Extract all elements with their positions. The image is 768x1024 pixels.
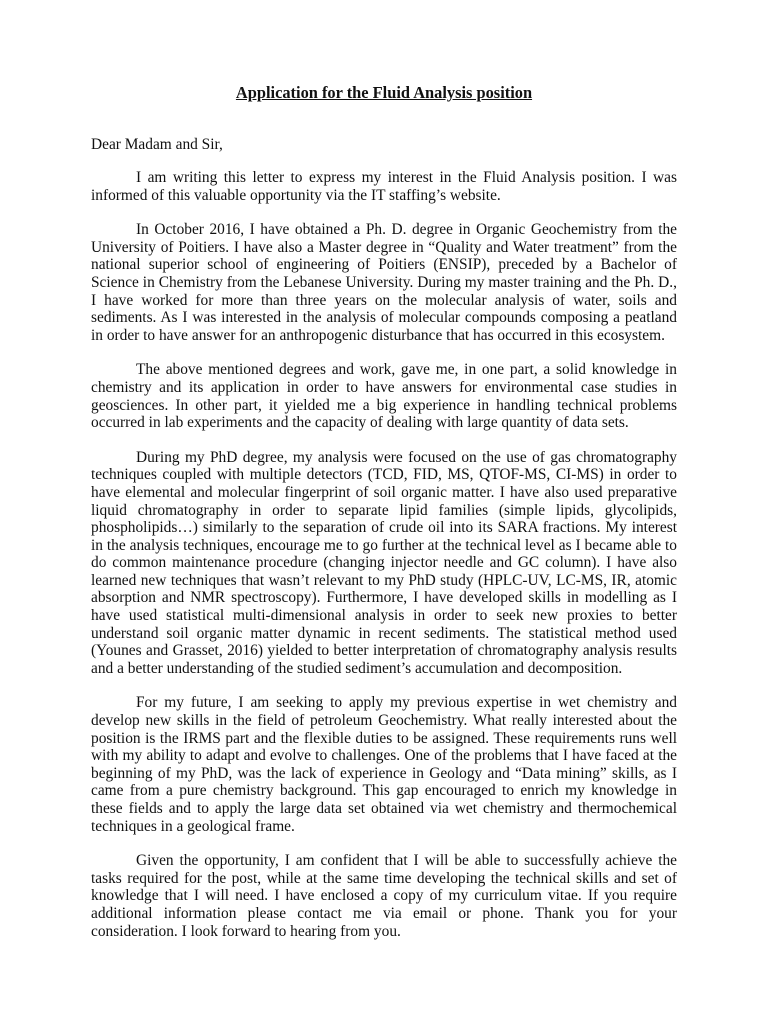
paragraph-intro: I am writing this letter to express my interest in the Fluid Analysis position. I was informed of this valuable opportunity via the IT staffing’s website. xyxy=(91,169,677,204)
salutation: Dear Madam and Sir, xyxy=(91,136,223,153)
paragraph-future: For my future, I am seeking to apply my previous expertise in wet chemistry and develop new skills in the field of petroleum Geochemistry. What really interested about the position is the IRMS part and the flexible duties to be assigned. These requirements runs well with my ability to adapt and evolve to challenges. One of the problems that I have faced at the beginning of my PhD, was the lack of experience in Geology and “Data mining” skills, as I came from a pure chemistry background. This gap encouraged to enrich my knowledge in these fields and to apply the large data set obtained via wet chemistry and thermochemical techniques in a geological frame. xyxy=(91,694,677,835)
paragraph-phd-techniques: During my PhD degree, my analysis were focused on the use of gas chromatography techniques coupled with multiple detectors (TCD, FID, MS, QTOF-MS, CI-MS) in order to have elemental and molecular fingerprint of soil organic matter. I have also used preparative liquid chromatography in order to separate lipid families (simple lipids, glycolipids, phospholipids…) similarly to the separation of crude oil into its SARA fractions. My interest in the analysis techniques, encourage me to go further at the technical level as I became able to do common maintenance procedure (changing injector needle and GC column). I have also learned new techniques that wasn’t relevant to my PhD study (HPLC-UV, LC-MS, IR, atomic absorption and NMR spectroscopy). Furthermore, I have developed skills in modelling as I have used statistical multi-dimensional analysis in order to seek new proxies to better understand soil organic matter dynamic in recent sediments. The statistical method used (Younes and Grasset, 2016) yielded to better interpretation of chromatography analysis results and a better understanding of the studied sediment’s accumulation and decomposition. xyxy=(91,448,677,677)
paragraph-education: In October 2016, I have obtained a Ph. D. degree in Organic Geochemistry from the University of Poitiers. I have also a Master degree in “Quality and Water treatment” from the national superior school of engineering of Poitiers (ENSIP), preceded by a Bachelor of Science in Chemistry from the Lebanese University. During my master training and the Ph. D., I have worked for more than three years on the molecular analysis of water, soils and sediments. As I was interested in the analysis of molecular compounds composing a peatland in order to have answer for an anthropogenic disturbance that has occurred in this ecosystem. xyxy=(91,221,677,344)
paragraph-closing: Given the opportunity, I am confident that I will be able to successfully achieve the tasks required for the post, while at the same time developing the technical skills and set of knowledge that I will need. I have enclosed a copy of my curriculum vitae. If you require additional information please contact me via email or phone. Thank you for your consideration. I look forward to hearing from you. xyxy=(91,852,677,940)
cover-letter xyxy=(91,82,677,957)
paragraph-knowledge: The above mentioned degrees and work, gave me, in one part, a solid knowledge in chemistry and its application in order to have answers for environmental case studies in geosciences. In other part, it yielded me a big experience in handling technical problems occurred in lab experiments and the capacity of dealing with large quantity of data sets. xyxy=(91,361,677,432)
letter-title: Application for the Fluid Analysis position xyxy=(235,83,533,102)
